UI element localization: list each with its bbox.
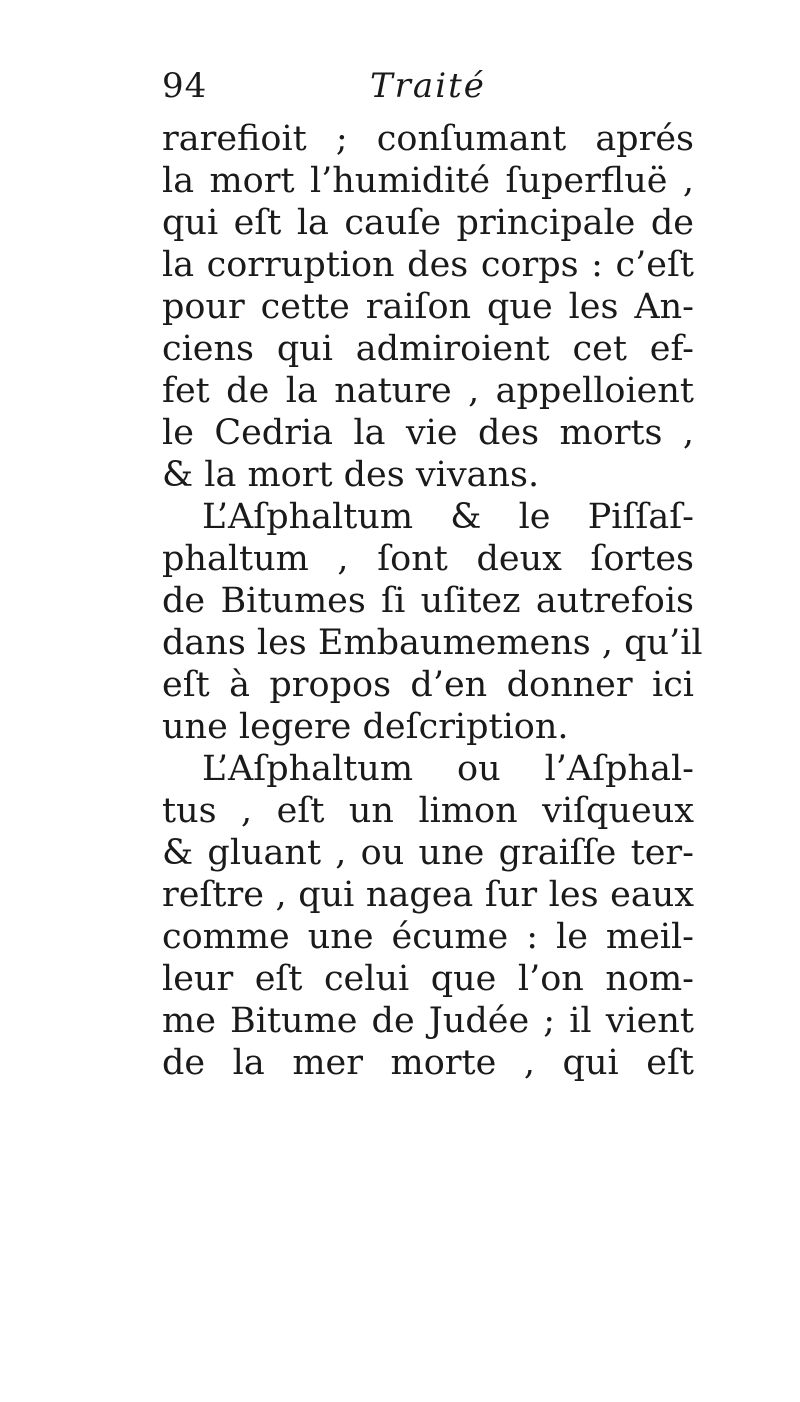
text-line: qui eſt la cauſe principale de <box>162 203 694 243</box>
text-line: ciens qui admiroient cet ef- <box>162 329 694 369</box>
text-line: de la mer morte , qui eſt <box>162 1043 694 1083</box>
text-line: phaltum , ſont deux ſortes <box>162 539 694 579</box>
text-line: fet de la nature , appelloient <box>162 371 694 411</box>
text-line: le Cedria la vie des morts , <box>162 413 694 453</box>
text-line: de Bitumes ſi uſitez autrefois <box>162 581 694 621</box>
text-line: une legere deſcription. <box>162 707 569 747</box>
text-line: & la mort des vivans. <box>162 455 540 495</box>
text-line: pour cette raiſon que les An- <box>162 287 694 327</box>
text-line: & gluant , ou une graiſſe ter- <box>162 833 694 873</box>
text-line: la corruption des corps : c’eſt <box>162 245 694 285</box>
text-line: tus , eſt un limon viſqueux <box>162 791 694 831</box>
text-line: dans les Embaumemens , qu’il <box>162 623 703 663</box>
text-line: reſtre , qui nagea ſur les eaux <box>162 875 694 915</box>
text-line: me Bitume de Judée ; il vient <box>162 1001 694 1041</box>
text-line: comme une écume : le meil- <box>162 917 694 957</box>
page-number: 94 <box>162 66 208 106</box>
running-title: Traité <box>370 66 486 106</box>
text-line: leur eſt celui que l’on nom- <box>162 959 694 999</box>
text-line: la mort l’humidité ſuperfluë , <box>162 161 694 201</box>
page-header <box>162 66 722 114</box>
text-line: rarefioit ; conſumant aprés <box>162 119 694 159</box>
paragraph-first-line: L’Aſphaltum & le Piſſaſ- <box>202 497 694 537</box>
paragraph-first-line: L’Aſphaltum ou l’Aſphal- <box>202 749 694 789</box>
body-text <box>162 118 703 1084</box>
text-line: eſt à propos d’en donner ici <box>162 665 694 705</box>
